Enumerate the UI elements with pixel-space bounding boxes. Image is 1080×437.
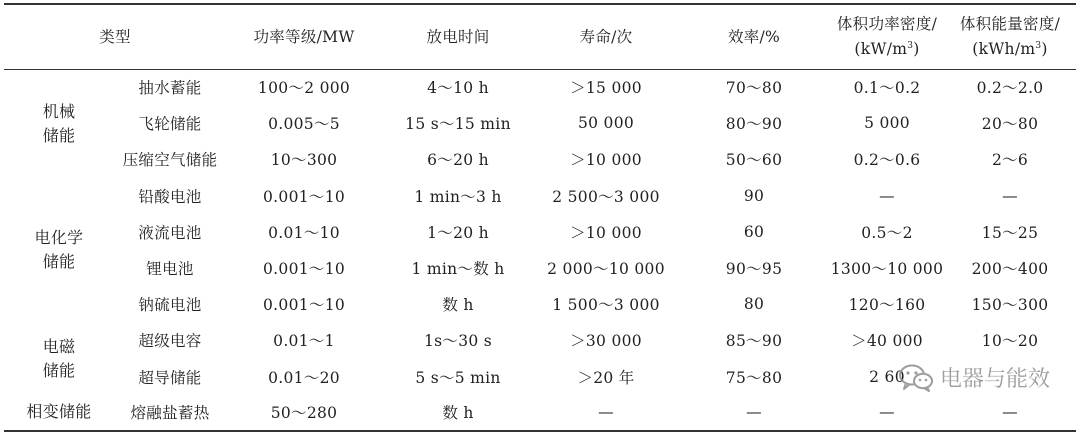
row-name: 铅酸电池: [138, 187, 202, 206]
cell-discharge: 1 min～数 h: [411, 260, 505, 279]
header-type: 类型: [99, 27, 131, 46]
cell-discharge: 数 h: [442, 296, 474, 315]
cell-vol-energy: 2～6: [991, 151, 1029, 170]
cell-vol-energy: 200～400: [971, 260, 1049, 279]
header-vol-power-sup: 3: [907, 41, 914, 52]
table-row: [4, 141, 1076, 177]
group-label-line: 电化学: [34, 227, 84, 247]
cell-efficiency: 50～60: [725, 151, 783, 170]
row-name: 熔融盐蓄热: [130, 404, 210, 423]
header-vol-energy-close: ): [1041, 40, 1048, 59]
cell-efficiency: 70～80: [725, 79, 783, 98]
group-label: [4, 178, 114, 323]
cell-power: 0.005～5: [268, 115, 340, 134]
cell-discharge: 6～20 h: [427, 151, 489, 170]
header-row: [4, 4, 1076, 69]
header-vol-power: [830, 4, 944, 69]
cell-vol-energy: 0.2～2.0: [976, 79, 1044, 98]
row-name: 超级电容: [138, 332, 202, 351]
table-row: [4, 69, 1076, 105]
cell-life: ＞15 000: [570, 79, 642, 98]
header-power: 功率等级/MW: [253, 27, 355, 46]
row-name: 压缩空气储能: [122, 151, 218, 170]
header-vol-energy-unit: (kWh/m: [972, 40, 1036, 59]
cell-power: 0.01～20: [268, 368, 340, 387]
cell-vol-energy: 20～80: [981, 115, 1039, 134]
cell-vol-power: 0.1～0.2: [853, 79, 921, 98]
cell-vol-power: 2 60: [869, 367, 905, 386]
cell-vol-power: —: [879, 403, 895, 422]
cell-discharge: 1～20 h: [427, 223, 489, 242]
row-name: 钠硫电池: [138, 296, 202, 315]
group-label-line: 机械: [42, 101, 76, 121]
cell-discharge: 5 s～5 min: [415, 368, 501, 387]
table-row: [4, 286, 1076, 322]
header-discharge: 放电时间: [426, 27, 490, 46]
cell-discharge: 4～10 h: [427, 79, 489, 98]
table-row: [4, 322, 1076, 358]
row-name: 飞轮储能: [138, 115, 202, 134]
row-name: 抽水蓄能: [138, 79, 202, 98]
cell-efficiency: 85～90: [725, 332, 783, 351]
header-vol-power-line1: 体积功率密度/: [836, 15, 938, 34]
header-efficiency: 效率/%: [727, 27, 781, 46]
cell-life: 1 500～3 000: [552, 296, 660, 315]
group-label-line: 储能: [42, 125, 76, 145]
cell-vol-power: —: [879, 186, 895, 205]
cell-vol-power: 120～160: [848, 296, 926, 315]
cell-vol-energy: —: [1002, 403, 1018, 422]
cell-power: 0.01～1: [273, 332, 335, 351]
row-name: 液流电池: [138, 223, 202, 242]
group-label: [4, 322, 114, 394]
cell-discharge: 1s～30 s: [424, 332, 493, 351]
cell-vol-energy: 10～20: [981, 332, 1039, 351]
group-label: 相变储能: [26, 402, 92, 422]
cell-vol-energy: 150～300: [971, 296, 1049, 315]
cell-power: 0.01～10: [268, 223, 340, 242]
cell-efficiency: 90: [743, 186, 765, 205]
header-vol-power-close: ): [913, 40, 920, 59]
cell-efficiency: 60: [743, 222, 765, 241]
cell-vol-energy: 15～25: [981, 223, 1039, 242]
cell-life: ＞30 000: [570, 332, 642, 351]
row-name: 锂电池: [146, 260, 194, 279]
table-row: [4, 214, 1076, 250]
table-row: [4, 395, 1076, 431]
header-vol-energy-sup: 3: [1035, 41, 1042, 52]
cell-power: 10～300: [270, 151, 338, 170]
cell-efficiency: 80～90: [725, 115, 783, 134]
cell-discharge: 15 s～15 min: [405, 115, 511, 134]
group-label-line: 储能: [42, 360, 76, 380]
table-row: [4, 178, 1076, 214]
cell-life: —: [598, 403, 614, 422]
cell-efficiency: —: [746, 403, 762, 422]
header-life: 寿命/次: [579, 27, 633, 46]
header-vol-power-unit: (kW/m: [854, 40, 908, 59]
cell-power: 0.001～10: [263, 296, 346, 315]
cell-vol-power: 1300～10 000: [830, 260, 944, 279]
header-vol-energy-line1: 体积能量密度/: [959, 15, 1061, 34]
cell-power: 0.001～10: [263, 187, 346, 206]
watermark: [898, 362, 1050, 393]
cell-vol-power: 0.2～0.6: [853, 151, 921, 170]
group-label-line: 储能: [42, 251, 76, 271]
group-label: [4, 69, 114, 178]
cell-vol-energy: —: [1002, 186, 1018, 205]
cell-life: ＞10 000: [570, 223, 642, 242]
row-name: 超导储能: [138, 368, 202, 387]
cell-efficiency: 90～95: [725, 260, 783, 279]
cell-life: 50 000: [577, 114, 635, 133]
wechat-icon: [898, 363, 934, 393]
cell-discharge: 1 min～3 h: [414, 187, 502, 206]
cell-life: 2 500～3 000: [552, 187, 660, 206]
cell-power: 100～2 000: [257, 79, 351, 98]
table-row: [4, 105, 1076, 141]
cell-vol-power: 0.5～2: [861, 223, 913, 242]
header-vol-power-line2: [830, 35, 944, 60]
cell-power: 50～280: [270, 404, 338, 423]
cell-life: ＞10 000: [570, 151, 642, 170]
watermark-text: 电器与能效: [939, 367, 1050, 392]
table-row: [4, 250, 1076, 286]
cell-discharge: 数 h: [442, 404, 474, 423]
cell-life: 2 000～10 000: [547, 260, 665, 279]
header-vol-energy-line2: [944, 35, 1076, 60]
cell-life: ＞20 年: [577, 368, 635, 387]
cell-power: 0.001～10: [263, 260, 346, 279]
cell-efficiency: 80: [743, 295, 765, 314]
header-vol-energy: [944, 4, 1076, 69]
cell-efficiency: 75～80: [725, 368, 783, 387]
group-label-line: 电磁: [42, 336, 76, 356]
cell-vol-power: ＞40 000: [851, 332, 923, 351]
cell-vol-power: 5 000: [864, 114, 910, 133]
